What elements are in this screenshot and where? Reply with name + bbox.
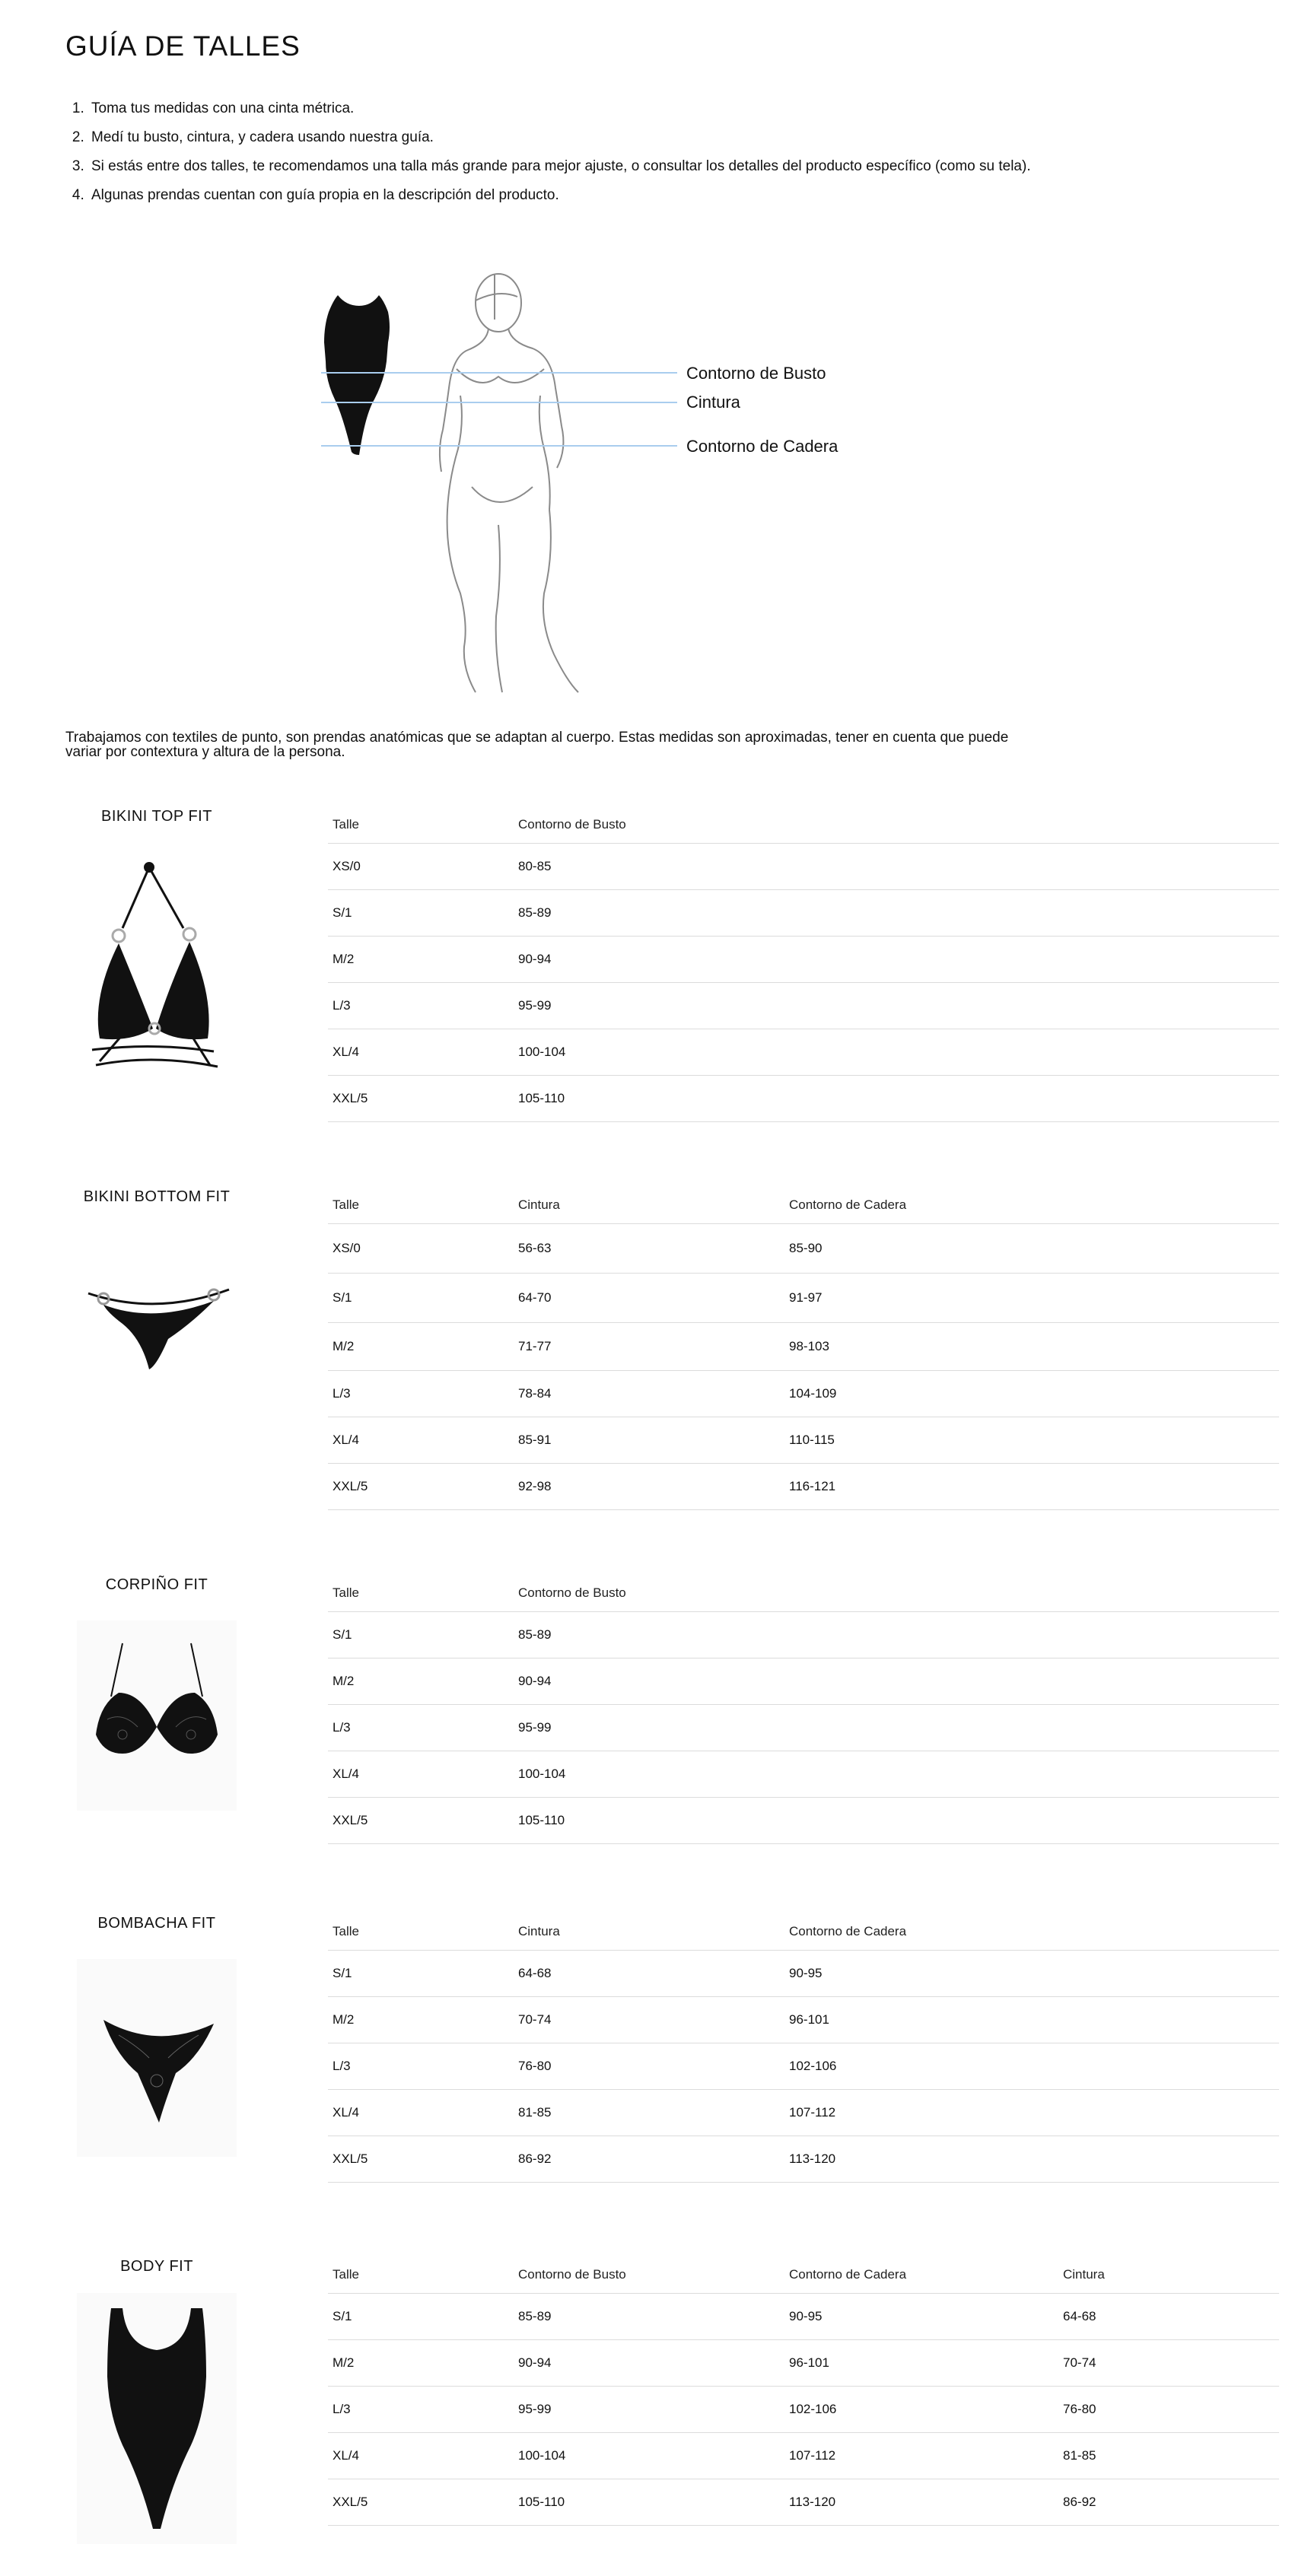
value-cell: 107-112: [789, 2448, 836, 2463]
table-row: [328, 1464, 1279, 1510]
value-cell: 92-98: [518, 1479, 552, 1493]
table-header: [328, 1575, 1279, 1612]
size-table: [328, 1575, 1279, 1844]
size-cell: L/3: [333, 998, 351, 1013]
column-header: Contorno de Busto: [518, 1585, 626, 1600]
table-row: [328, 1798, 1279, 1844]
value-cell: 81-85: [518, 2105, 552, 2120]
value-cell: 116-121: [789, 1479, 836, 1493]
section-bikini-bottom: [65, 1187, 1204, 1506]
table-row: [328, 2136, 1279, 2183]
size-cell: XXL/5: [333, 1091, 368, 1105]
table-row: [328, 1417, 1279, 1464]
size-table: [328, 806, 1279, 1122]
size-cell: M/2: [333, 2012, 355, 2027]
body-sketch: [440, 274, 578, 692]
value-cell: 90-94: [518, 1674, 552, 1688]
value-cell: 100-104: [518, 2448, 566, 2463]
size-cell: XXL/5: [333, 1813, 368, 1827]
table-row: [328, 1029, 1279, 1076]
table-row: [328, 2090, 1279, 2136]
size-cell: L/3: [333, 2059, 351, 2073]
table-row: [328, 2340, 1279, 2387]
value-cell: 85-90: [789, 1241, 823, 1255]
size-cell: XL/4: [333, 1433, 359, 1447]
size-cell: XS/0: [333, 859, 361, 873]
table-row: [328, 844, 1279, 890]
table-row: [328, 1371, 1279, 1417]
table-row: [328, 1997, 1279, 2043]
table-row: [328, 1658, 1279, 1705]
size-cell: M/2: [333, 952, 355, 966]
value-cell: 71-77: [518, 1339, 552, 1353]
value-cell: 95-99: [518, 2402, 552, 2416]
value-cell: 86-92: [518, 2151, 552, 2166]
instruction-item: 1. Toma tus medidas con una cinta métrica.: [88, 99, 1039, 118]
size-cell: XS/0: [333, 1241, 361, 1255]
bust-label: Contorno de Busto: [686, 364, 826, 383]
column-header: Contorno de Cadera: [789, 1197, 907, 1212]
value-cell: 90-95: [789, 1966, 823, 1980]
column-header: Talle: [333, 2267, 359, 2282]
table-row: [328, 2479, 1279, 2526]
value-cell: 100-104: [518, 1767, 566, 1781]
measurement-diagram: [312, 266, 860, 700]
value-cell: 90-94: [518, 952, 552, 966]
value-cell: 110-115: [789, 1433, 835, 1447]
value-cell: 64-68: [1063, 2309, 1096, 2323]
instruction-item: 3. Si estás entre dos talles, te recomendamos una talla más grande para mejor ajuste, o consultar los detalles del producto específico (como su tela).: [88, 157, 1035, 176]
size-cell: L/3: [333, 2402, 351, 2416]
value-cell: 64-68: [518, 1966, 552, 1980]
table-header: [328, 1187, 1279, 1224]
value-cell: 76-80: [1063, 2402, 1096, 2416]
instruction-item: 4. Algunas prendas cuentan con guía propia en la descripción del producto.: [88, 186, 1039, 205]
value-cell: 80-85: [518, 859, 552, 873]
value-cell: 86-92: [1063, 2495, 1096, 2509]
value-cell: 113-120: [789, 2495, 836, 2509]
value-cell: 105-110: [518, 2495, 565, 2509]
value-cell: 70-74: [1063, 2355, 1096, 2370]
size-cell: M/2: [333, 1674, 355, 1688]
size-cell: S/1: [333, 1290, 352, 1305]
column-header: Talle: [333, 817, 359, 832]
table-row: [328, 890, 1279, 937]
size-cell: XL/4: [333, 2105, 359, 2120]
swimsuit-illustration: [324, 295, 390, 455]
intro-text: Trabajamos con textiles de punto, son prendas anatómicas que se adaptan al cuerpo. Estas medidas son aproximadas, tener en cuenta que puede variar por contextura y altura de la persona.: [65, 730, 1009, 760]
value-cell: 90-95: [789, 2309, 823, 2323]
section-title: BIKINI BOTTOM FIT: [83, 1188, 231, 1205]
table-header: [328, 1913, 1279, 1951]
bikini-bottom-image: [77, 1248, 237, 1400]
table-row: [328, 937, 1279, 983]
size-table: [328, 1187, 1279, 1510]
value-cell: 107-112: [789, 2105, 836, 2120]
column-header: Talle: [333, 1197, 359, 1212]
section-title: BIKINI TOP FIT: [101, 808, 212, 825]
size-cell: XL/4: [333, 1045, 359, 1059]
value-cell: 85-89: [518, 905, 552, 920]
bombacha-image: [77, 1959, 237, 2157]
size-table: [328, 1913, 1279, 2183]
size-cell: XL/4: [333, 2448, 359, 2463]
table-row: [328, 2387, 1279, 2433]
value-cell: 85-89: [518, 1627, 552, 1642]
value-cell: 105-110: [518, 1813, 565, 1827]
section-title: BODY FIT: [120, 2258, 193, 2275]
value-cell: 85-91: [518, 1433, 552, 1447]
value-cell: 100-104: [518, 1045, 566, 1059]
size-cell: S/1: [333, 1627, 352, 1642]
value-cell: 70-74: [518, 2012, 552, 2027]
table-row: [328, 1323, 1279, 1371]
size-table: [328, 2256, 1279, 2526]
value-cell: 102-106: [789, 2402, 837, 2416]
column-header: Contorno de Cadera: [789, 2267, 907, 2282]
table-row: [328, 2294, 1279, 2340]
value-cell: 102-106: [789, 2059, 837, 2073]
body-image: [77, 2293, 237, 2544]
value-cell: 78-84: [518, 1386, 552, 1401]
column-header: Cintura: [518, 1924, 560, 1938]
value-cell: 81-85: [1063, 2448, 1096, 2463]
waist-label: Cintura: [686, 393, 740, 412]
table-row: [328, 1612, 1279, 1658]
size-cell: XXL/5: [333, 1479, 368, 1493]
section-title: CORPIÑO FIT: [105, 1576, 208, 1593]
table-row: [328, 2043, 1279, 2090]
size-cell: XL/4: [333, 1767, 359, 1781]
section-bikini-top: [65, 806, 1204, 1126]
section-body: [65, 2256, 1204, 2561]
value-cell: 85-89: [518, 2309, 552, 2323]
table-header: [328, 806, 1279, 844]
column-header: Talle: [333, 1924, 359, 1938]
value-cell: 95-99: [518, 998, 552, 1013]
size-cell: S/1: [333, 1966, 352, 1980]
value-cell: 91-97: [789, 1290, 823, 1305]
section-title: BOMBACHA FIT: [97, 1915, 216, 1932]
page-title: GUÍA DE TALLES: [65, 30, 301, 62]
size-cell: XXL/5: [333, 2151, 368, 2166]
value-cell: 95-99: [518, 1720, 552, 1735]
instructions-list: [65, 99, 1039, 215]
table-row: [328, 1274, 1279, 1323]
value-cell: 96-101: [789, 2355, 829, 2370]
size-cell: L/3: [333, 1720, 351, 1735]
value-cell: 105-110: [518, 1091, 565, 1105]
value-cell: 76-80: [518, 2059, 552, 2073]
column-header: Talle: [333, 1585, 359, 1600]
section-corpino: [65, 1575, 1204, 1864]
column-header: Contorno de Busto: [518, 817, 626, 832]
size-cell: M/2: [333, 2355, 355, 2370]
table-row: [328, 1951, 1279, 1997]
size-cell: S/1: [333, 905, 352, 920]
value-cell: 90-94: [518, 2355, 552, 2370]
column-header: Contorno de Busto: [518, 2267, 626, 2282]
column-header: Contorno de Cadera: [789, 1924, 907, 1938]
table-row: [328, 1224, 1279, 1274]
size-cell: M/2: [333, 1339, 355, 1353]
table-header: [328, 2256, 1279, 2294]
hip-label: Contorno de Cadera: [686, 437, 839, 456]
column-header: Cintura: [518, 1197, 560, 1212]
value-cell: 113-120: [789, 2151, 836, 2166]
section-bombacha: [65, 1913, 1204, 2202]
instruction-item: 2. Medí tu busto, cintura, y cadera usando nuestra guía.: [88, 128, 1039, 147]
table-row: [328, 2433, 1279, 2479]
table-row: [328, 1705, 1279, 1751]
table-row: [328, 983, 1279, 1029]
size-cell: S/1: [333, 2309, 352, 2323]
value-cell: 64-70: [518, 1290, 552, 1305]
size-cell: XXL/5: [333, 2495, 368, 2509]
value-cell: 98-103: [789, 1339, 829, 1353]
value-cell: 104-109: [789, 1386, 837, 1401]
table-row: [328, 1076, 1279, 1122]
table-row: [328, 1751, 1279, 1798]
bikini-top-image: [77, 852, 237, 1080]
column-header: Cintura: [1063, 2267, 1105, 2282]
size-cell: L/3: [333, 1386, 351, 1401]
corpino-image: [77, 1620, 237, 1811]
value-cell: 96-101: [789, 2012, 829, 2027]
value-cell: 56-63: [518, 1241, 552, 1255]
